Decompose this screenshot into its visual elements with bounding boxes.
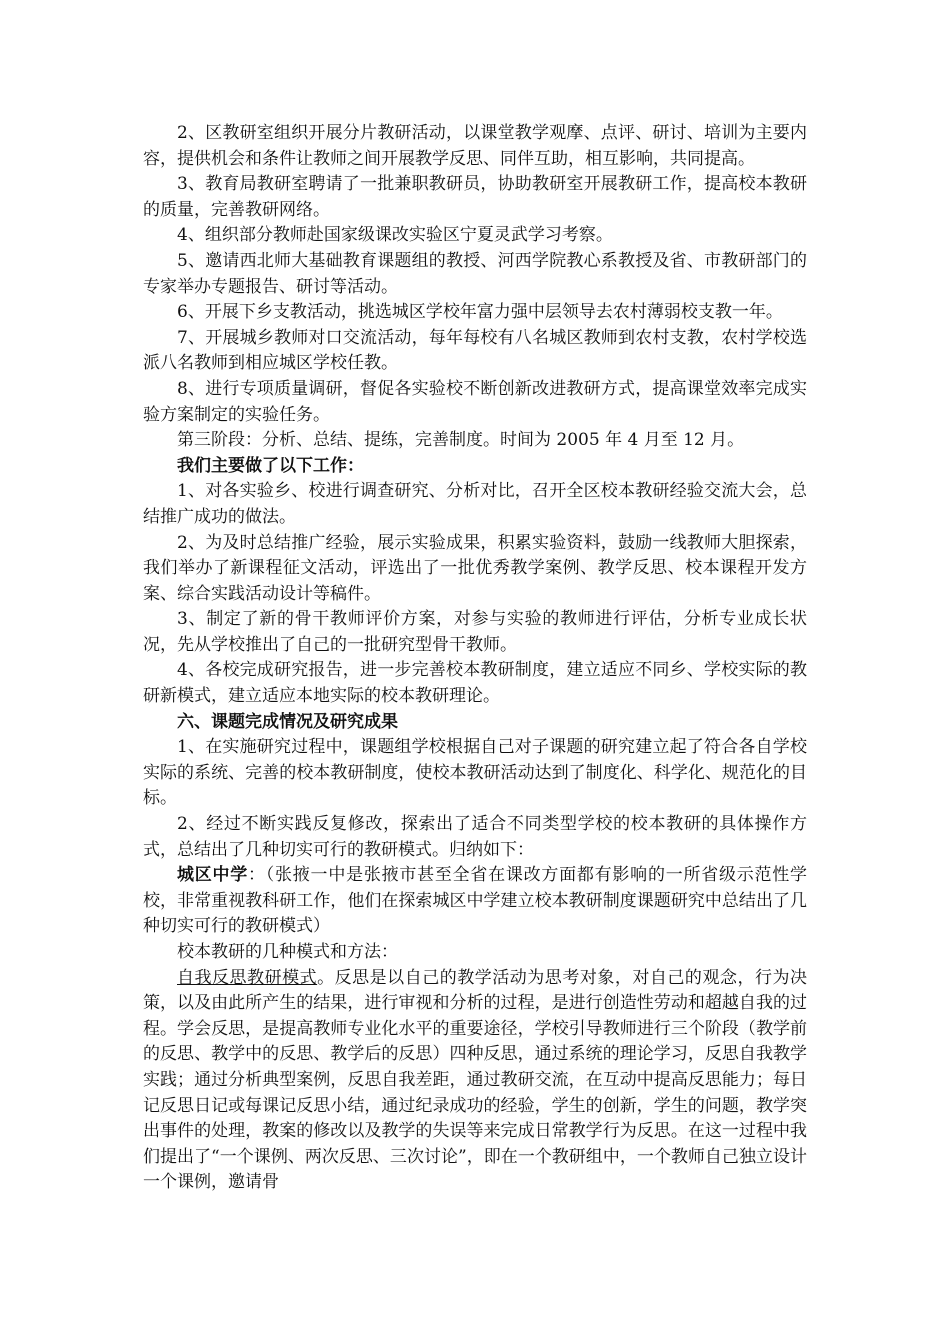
paragraph-item-5: 5、邀请西北师大基础教育课题组的教授、河西学院教心系教授及省、市教研部门的专家举办专题报告、研讨等活动。 <box>143 250 807 297</box>
paragraph-item-2: 2、区教研室组织开展分片教研活动，以课堂教学观摩、点评、研讨、培训为主要内容，提供机会和条件让教师之间开展教学反思、同伴互助，相互影响，共同提高。 <box>143 123 807 169</box>
result-item-2: 2、经过不断实践反复修改，探索出了适合不同类型学校的校本教研的具体操作方式，总结出了几种切实可行的教研模式。归纳如下： <box>143 814 807 860</box>
self-reflection-label: 自我反思教研模式 <box>177 967 318 988</box>
paragraph-item-7: 7、开展城乡教师对口交流活动，每年每校有八名城区教师到农村支教，农村学校选派八名教师到相应城区学校任教。 <box>143 327 807 374</box>
work-item-1: 1、对各实验乡、校进行调查研究、分析对比，召开全区校本教研经验交流大会，总结推广成功的做法。 <box>143 481 807 527</box>
result-item-1: 1、在实施研究过程中，课题组学校根据自己对子课题的研究建立起了符合各自学校实际的系统、完善的校本教研制度，使校本教研活动达到了制度化、科学化、规范化的目标。 <box>143 737 807 809</box>
document-page <box>143 121 807 1196</box>
stage-three-heading: 第三阶段：分析、总结、提练，完善制度。时间为 2005 年 4 月至 12 月。 <box>177 430 745 451</box>
paragraph-item-6: 6、开展下乡支教活动，挑选城区学校年富力强中层领导去农村薄弱校支教一年。 <box>177 302 783 323</box>
paragraph-item-3: 3、教育局教研室聘请了一批兼职教研员，协助教研室开展教研工作，提高校本教研的质量，完善教研网络。 <box>143 174 807 220</box>
work-summary-heading: 我们主要做了以下工作： <box>177 455 364 476</box>
work-item-2: 2、为及时总结推广经验，展示实验成果，积累实验资料，鼓励一线教师大胆探索，我们举办了新课程征文活动，评选出了一批优秀教学案例、教学反思、校本课程开发方案、综合实践活动设计等稿件。 <box>143 532 807 604</box>
paragraph-item-8: 8、进行专项质量调研，督促各实验校不断创新改进教研方式，提高课堂效率完成实验方案制定的实验任务。 <box>143 378 807 425</box>
city-middle-school-label: 城区中学 <box>177 865 249 886</box>
city-middle-school-text: ：（张掖一中是张掖市甚至全省在课改方面都有影响的一所省级示范性学校，非常重视教科研工作，他们在探索城区中学建立校本教研制度课题研究中总结出了几种切实可行的教研模式） <box>143 865 808 937</box>
city-middle-school-paragraph <box>143 863 807 940</box>
work-item-3: 3、制定了新的骨干教师评价方案，对参与实验的教师进行评估，分析专业成长状况，先从学校推出了自己的一批研究型骨干教师。 <box>143 609 807 655</box>
self-reflection-text: 。反思是以自己的教学活动为思考对象，对自己的观念，行为决策，以及由此所产生的结果，进行审视和分析的过程，是进行创造性劳动和超越自我的过程。学会反思，是提高教师专业化水平的重要途径，学校引导教师进行三个阶段（教学前的反思、教学中的反思、教学后的反思）四种反思，通过系统的理论学习，反思自我教学实践；通过分析典型案例，反思自我差距，通过教研交流，在互动中提高反思能力；每日记反思日记或每课记反思小结，通过纪录成功的经验，学生的创新，学生的问题，教学突出事件的处理，教案的修改以及教学的失误等来完成日常教学行为反思。在这一过程中我们提出了“一个课例、两次反思、三次讨论”，即在一个教研组中，一个教师自己独立设计一个课例，邀请骨 <box>143 967 808 1193</box>
models-heading: 校本教研的几种模式和方法： <box>177 942 398 962</box>
paragraph-item-4: 4、组织部分教师赴国家级课改实验区宁夏灵武学习考察。 <box>177 225 613 246</box>
work-item-4: 4、各校完成研究报告，进一步完善校本教研制度，建立适应不同乡、学校实际的教研新模式，建立适应本地实际的校本教研理论。 <box>143 660 807 707</box>
section-six-heading: 六、课题完成情况及研究成果 <box>177 711 398 732</box>
self-reflection-paragraph <box>143 966 807 1196</box>
